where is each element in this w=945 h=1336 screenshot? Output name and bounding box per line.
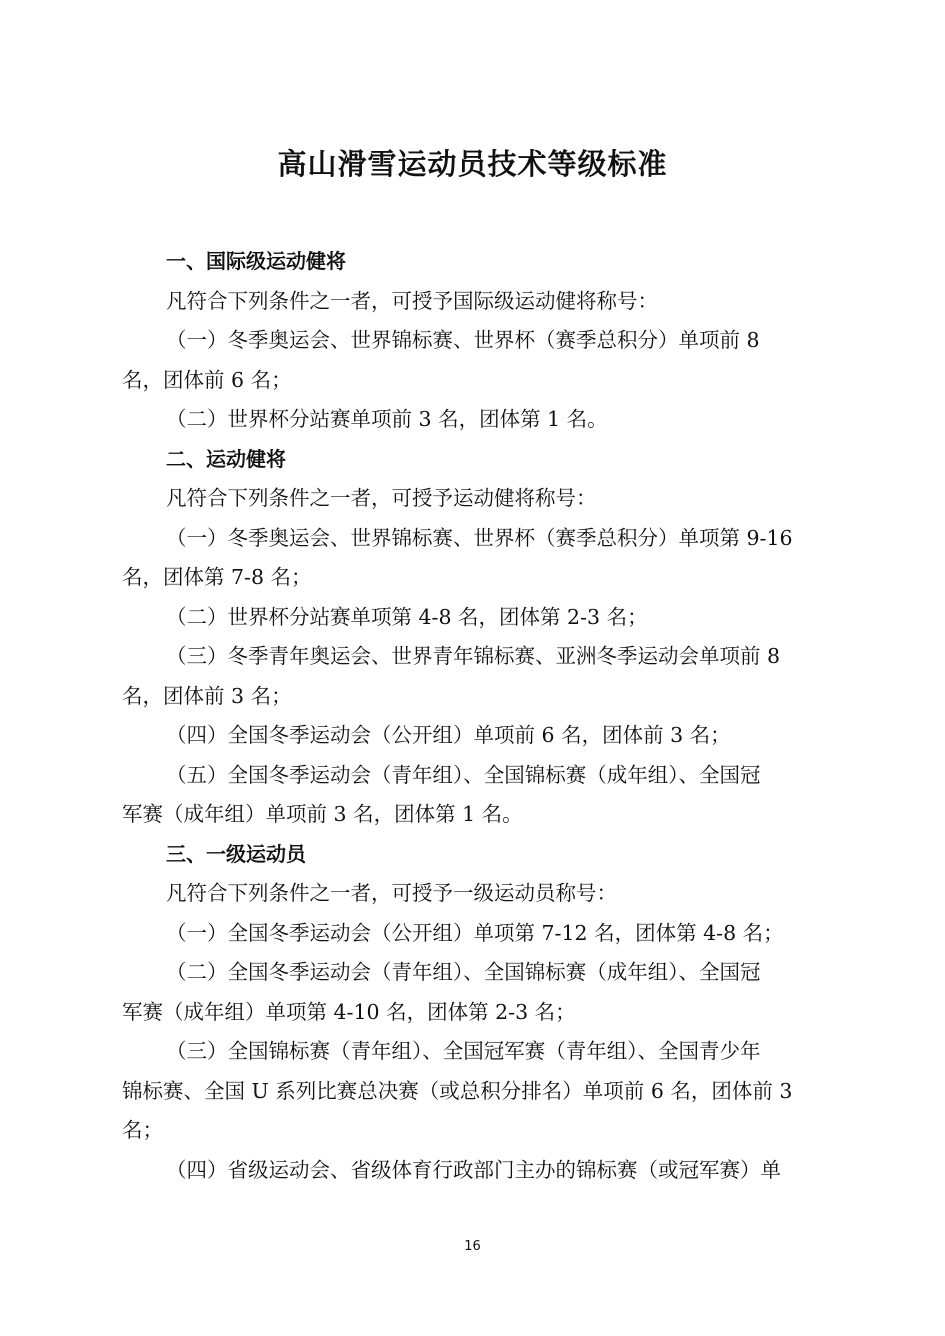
- paragraph-line: （二）世界杯分站赛单项前 3 名，团体第 1 名。: [166, 407, 608, 431]
- paragraph-line: 凡符合下列条件之一者，可授予一级运动员称号：: [166, 881, 617, 905]
- paragraph-line: （四）全国冬季运动会（公开组）单项前 6 名，团体前 3 名；: [166, 723, 731, 747]
- section-heading-master: 二、运动健将: [166, 446, 286, 471]
- document-title: 高山滑雪运动员技术等级标准: [277, 147, 668, 181]
- paragraph-line: （一）冬季奥运会、世界锦标赛、世界杯（赛季总积分）单项第 9-16: [166, 525, 793, 550]
- paragraph-line: （二）全国冬季运动会（青年组）、全国锦标赛（成年组）、全国冠: [166, 960, 761, 984]
- paragraph-line: 名；: [122, 1118, 163, 1142]
- paragraph-line: （一）全国冬季运动会（公开组）单项第 7-12 名，团体第 4-8 名；: [166, 920, 784, 945]
- paragraph-line: （三）全国锦标赛（青年组）、全国冠军赛（青年组）、全国青少年: [166, 1039, 761, 1063]
- paragraph-line: （四）省级运动会、省级体育行政部门主办的锦标赛（或冠军赛）单: [166, 1157, 781, 1182]
- section-heading-international-master: 一、国际级运动健将: [166, 249, 346, 273]
- paragraph-line: 凡符合下列条件之一者，可授予运动健将称号：: [166, 486, 597, 510]
- paragraph-line: 军赛（成年组）单项前 3 名，团体第 1 名。: [122, 802, 523, 826]
- section-heading-first-class: 三、一级运动员: [166, 841, 306, 866]
- paragraph-line: 锦标赛、全国 U 系列比赛总决赛（或总积分排名）单项前 6 名，团体前 3: [122, 1078, 793, 1103]
- paragraph-line: 名，团体前 3 名；: [122, 683, 292, 708]
- paragraph-line: （五）全国冬季运动会（青年组）、全国锦标赛（成年组）、全国冠: [166, 762, 761, 787]
- paragraph-line: （一）冬季奥运会、世界锦标赛、世界杯（赛季总积分）单项前 8: [166, 328, 760, 352]
- paragraph-line: 军赛（成年组）单项第 4-10 名，团体第 2-3 名；: [122, 999, 576, 1024]
- paragraph-line: 凡符合下列条件之一者，可授予国际级运动健将称号：: [166, 288, 658, 313]
- page-number: 16: [464, 1239, 481, 1254]
- paragraph-line: （二）世界杯分站赛单项第 4-8 名，团体第 2-3 名；: [166, 604, 648, 629]
- document-body: [122, 242, 824, 1190]
- paragraph-line: 名，团体前 6 名；: [122, 367, 292, 392]
- paragraph-line: （三）冬季青年奥运会、世界青年锦标赛、亚洲冬季运动会单项前 8: [166, 644, 781, 668]
- paragraph-line: 名，团体第 7-8 名；: [122, 565, 312, 589]
